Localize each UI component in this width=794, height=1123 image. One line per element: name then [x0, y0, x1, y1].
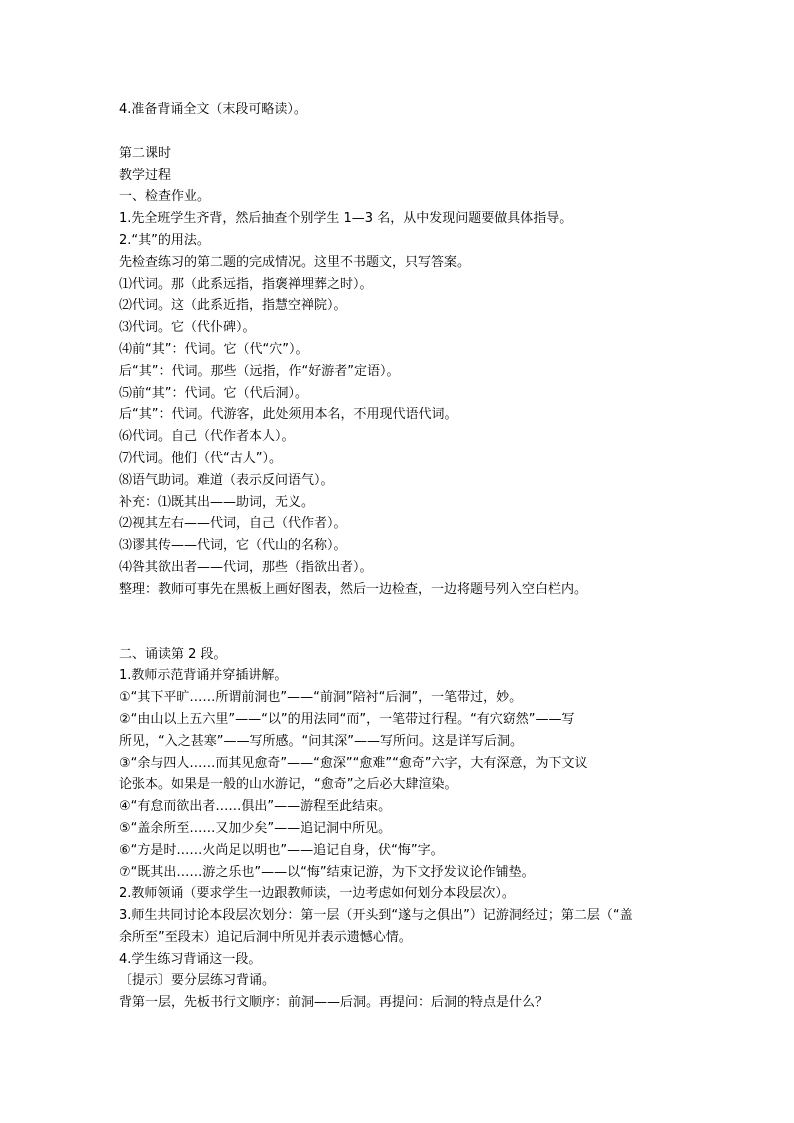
text-line: ⑴代词。那（此系远指，指褒禅埋葬之时）。: [119, 276, 373, 292]
text-line: ⑶代词。它（代仆碑）。: [119, 320, 256, 336]
text-line: ④“有怠而欲出者……俱出”——游程至此结束。: [119, 799, 392, 815]
text-line: 4.学生练习背诵这一段。: [119, 951, 262, 967]
text-line: 后“其”：代词。代游客，此处须用本名，不用现代语代词。: [119, 407, 458, 423]
text-line: 2.教师领诵（要求学生一边跟教师读，一边考虑如何划分本段层次）。: [119, 886, 515, 902]
text-line: 余所至”至段末）追记后洞中所见并表示遗憾心情。: [119, 929, 412, 945]
text-line: ⑷前“其”：代词。它（代“穴”）。: [119, 341, 309, 357]
text-line: ⑤“盖余所至……又加少矣”——追记洞中所见。: [119, 820, 392, 836]
text-line: ③“余与四人……而其见愈奇”——“愈深”“愈难”“愈奇”六字，大有深意，为下文议: [119, 755, 588, 771]
text-line: ⑥“方是时……火尚足以明也”——追记自身，伏“悔”字。: [119, 842, 444, 858]
text-line: ⑻语气助词。难道（表示反问语气）。: [119, 472, 334, 488]
text-line: 后“其”：代词。那些（远指，作“好游者”定语）。: [119, 363, 400, 379]
text-line: 一、检查作业。: [119, 189, 211, 205]
text-line: 1.教师示范背诵并穿插讲解。: [119, 668, 288, 684]
text-line: 论张本。如果是一般的山水游记，“愈奇”之后必大肆渲染。: [119, 777, 458, 793]
text-line: 先检查练习的第二题的完成情况。这里不书题文，只写答案。: [119, 254, 471, 270]
section-heading: 教学过程: [119, 167, 172, 183]
text-line: 3.师生共同讨论本段层次划分：第一层（开头到“遂与之俱出”）记游洞经过；第二层（“盖: [119, 908, 633, 924]
text-line: 补充：⑴既其出——助词，无义。: [119, 494, 315, 510]
paragraph-gap: [119, 601, 794, 644]
text-line: ⑶谬其传——代词，它（代山的名称）。: [119, 538, 347, 554]
text-line: ⑵视其左右——代词，自己（代作者）。: [119, 516, 347, 532]
text-line: 〔提示〕要分层练习背诵。: [119, 973, 276, 989]
text-line: 2.“其”的用法。: [119, 232, 210, 248]
text-line: 所见，“入之甚寒”——写所感。“问其深”——写所问。这是详写后洞。: [119, 733, 523, 749]
text-line: ⑦“既其出……游之乐也”——以“悔”结束记游，为下文抒发议论作铺垫。: [119, 864, 535, 880]
text-line: ⑷咎其欲出者——代词，那些（指欲出者）。: [119, 559, 373, 575]
text-line: 背第一层，先板书行文顺序：前洞——后洞。再提问：后洞的特点是什么？: [119, 995, 549, 1011]
text-line: 1.先全班学生齐背，然后抽查个别学生 1—3 名，从中发现问题要做具体指导。: [119, 211, 573, 227]
text-line: ⑺代词。他们（代“古人”）。: [119, 450, 282, 466]
paragraph-gap: [119, 121, 794, 143]
text-line: 4.准备背诵全文（末段可略读）。: [119, 102, 307, 117]
text-line: ⑵代词。这（此系近指，指慧空禅院）。: [119, 298, 347, 314]
text-line: ①“其下平旷……所谓前洞也”——“前洞”陪衬“后洞”，一笔带过，妙。: [119, 690, 523, 706]
section-heading: 二、诵读第 2 段。: [119, 646, 227, 662]
lesson-heading: 第二课时: [119, 145, 172, 161]
text-line: 整理：教师可事先在黑板上画好图表，然后一边检查，一边将题号列入空白栏内。: [119, 581, 588, 597]
text-line: ⑹代词。自己（代作者本人）。: [119, 429, 295, 445]
text-line: ②“由山以上五六里”——“以”的用法同“而”，一笔带过行程。“有穴窈然”——写: [119, 711, 575, 727]
text-line: ⑸前“其”：代词。它（代后洞）。: [119, 385, 308, 401]
